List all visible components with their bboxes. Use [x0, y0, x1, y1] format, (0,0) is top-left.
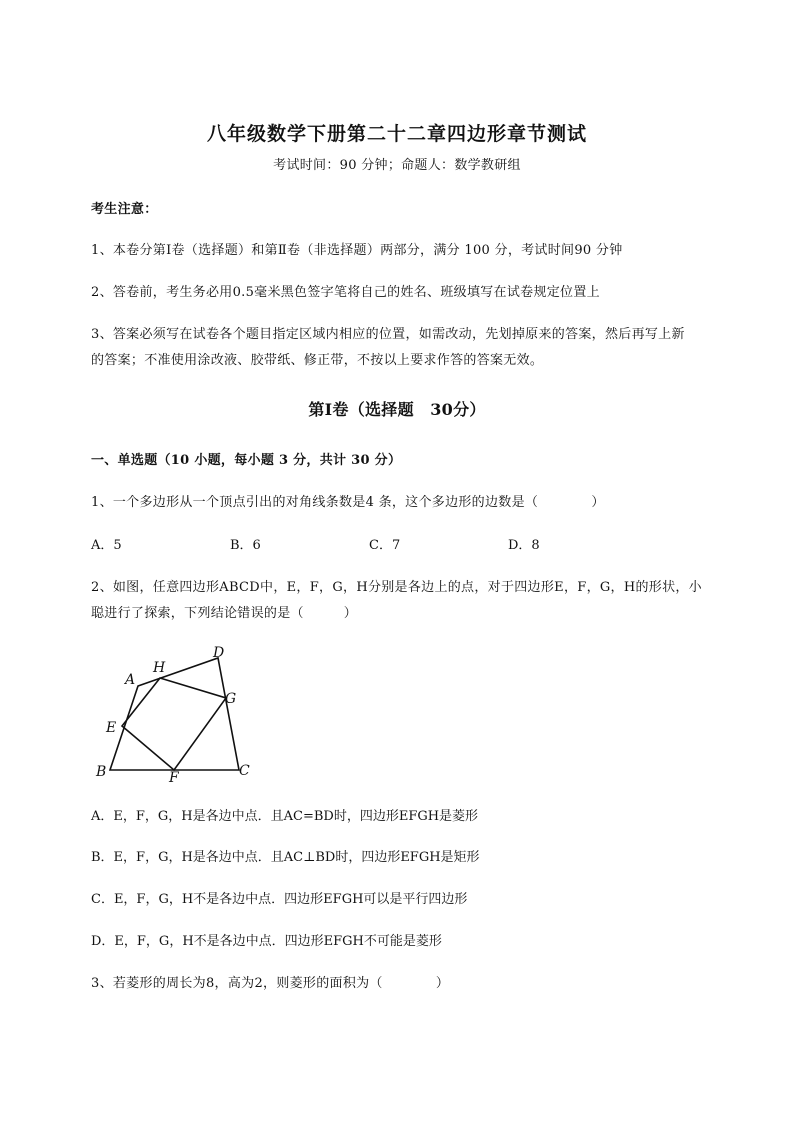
notice-heading: 考生注意： [91, 202, 158, 217]
question-2-option-a[interactable]: A．E，F，G，H是各边中点．且AC=BD时，四边形EFGH是菱形 [91, 809, 479, 824]
section-title: 第Ⅰ卷（选择题 30分） [308, 400, 486, 419]
question-1-option-c[interactable]: C．7 [369, 538, 401, 553]
notice-item-2: 2、答卷前，考生务必用0.5毫米黑色签字笔将自己的姓名、班级填写在试卷规定位置上 [91, 285, 600, 300]
part-heading: 一、单选题（10 小题，每小题 3 分，共计 30 分） [91, 453, 402, 468]
question-2-stem: 2、如图，任意四边形ABCD中，E，F，G，H分别是各边上的点，对于四边形E，F，G，H的形状，小 [91, 580, 702, 595]
question-1-option-b[interactable]: B．6 [230, 538, 261, 553]
label-g: G [225, 691, 237, 707]
label-a: A [125, 672, 136, 688]
notice-item-3: 3、答案必须写在试卷各个题目指定区域内相应的位置，如需改动，先划掉原来的答案，然后再写上新 [91, 327, 685, 342]
question-1-option-d[interactable]: D．8 [508, 538, 540, 553]
question-2-option-c[interactable]: C．E，F，G，H不是各边中点．四边形EFGH可以是平行四边形 [91, 892, 468, 907]
notice-item-3-cont: 的答案；不准使用涂改液、胶带纸、修正带，不按以上要求作答的答案无效。 [91, 353, 544, 368]
question-1-stem: 1、一个多边形从一个顶点引出的对角线条数是4 条，这个多边形的边数是（ ） [91, 495, 605, 510]
label-h: H [153, 660, 166, 676]
question-3-stem: 3、若菱形的周长为8，高为2，则菱形的面积为（ ） [91, 976, 450, 991]
notice-item-1: 1、本卷分第Ⅰ卷（选择题）和第Ⅱ卷（非选择题）两部分，满分 100 分，考试时间90 分钟 [91, 243, 623, 258]
question-1-option-a[interactable]: A．5 [91, 538, 122, 553]
label-d: D [213, 645, 225, 661]
quadrilateral-efgh [122, 678, 226, 770]
question-2-option-d[interactable]: D．E，F，G，H不是各边中点．四边形EFGH不可能是菱形 [91, 934, 442, 949]
label-e: E [106, 720, 117, 736]
question-2-option-b[interactable]: B．E，F，G，H是各边中点．且AC⊥BD时，四边形EFGH是矩形 [91, 850, 480, 865]
label-f: F [169, 770, 179, 786]
exam-info: 考试时间：90 分钟；命题人：数学教研组 [273, 158, 521, 173]
page-title: 八年级数学下册第二十二章四边形章节测试 [206, 123, 587, 145]
quadrilateral-figure [90, 640, 260, 790]
label-b: B [96, 764, 107, 780]
question-2-stem-cont: 聪进行了探索，下列结论错误的是（ ） [91, 606, 358, 621]
label-c: C [239, 763, 250, 779]
